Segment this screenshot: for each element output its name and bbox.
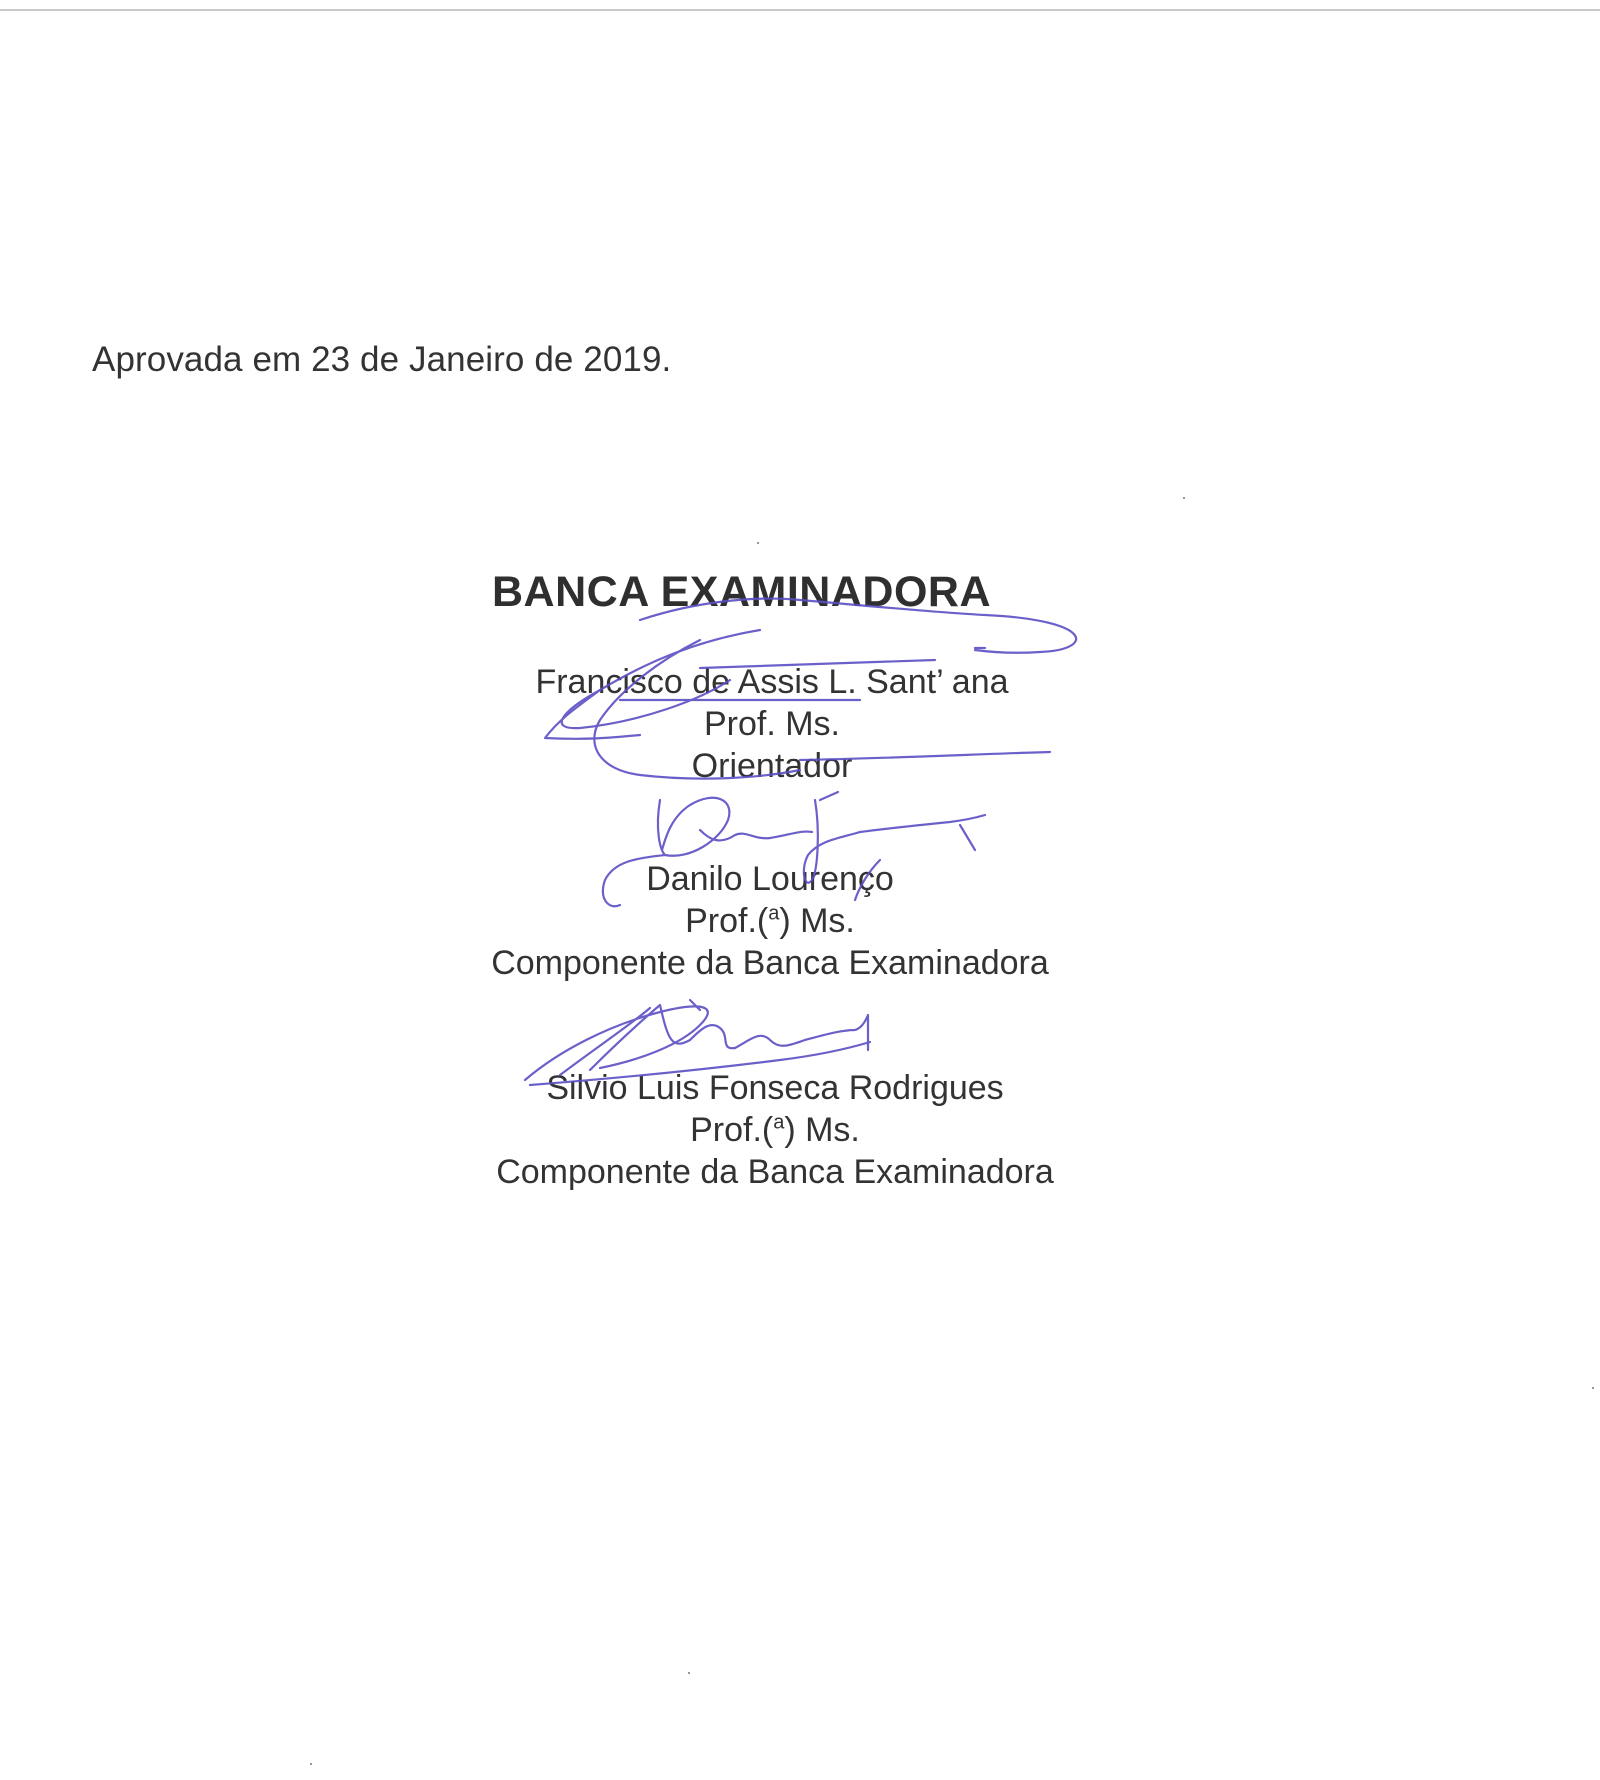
member-name: Silvio Luis Fonseca Rodrigues (546, 1069, 1004, 1107)
board-member-2 (420, 858, 1120, 984)
board-member-1 (422, 661, 1122, 787)
member-title: Prof.($^a$) Ms. (690, 1111, 860, 1149)
member-name: Francisco de Assis L. Sant’ ana (535, 663, 1009, 701)
member-title: Prof. Ms. (703, 705, 841, 743)
scan-speck (1592, 1387, 1594, 1389)
board-heading: BANCA EXAMINADORA (492, 568, 992, 616)
scan-speck (757, 542, 759, 544)
top-rule (0, 9, 1600, 11)
member-role: Orientador (691, 747, 853, 785)
member-role: Componente da Banca Examinadora (491, 944, 1049, 982)
scan-speck (688, 1672, 690, 1674)
approval-date-text: Aprovada em 23 de Janeiro de 2019. (92, 340, 672, 379)
member-role: Componente da Banca Examinadora (496, 1153, 1054, 1191)
member-name: Danilo Lourenço (646, 860, 894, 898)
member-title: Prof.($^a$) Ms. (685, 902, 855, 940)
scan-speck (310, 1763, 312, 1765)
board-member-3 (425, 1067, 1125, 1193)
scan-speck (1183, 497, 1185, 499)
